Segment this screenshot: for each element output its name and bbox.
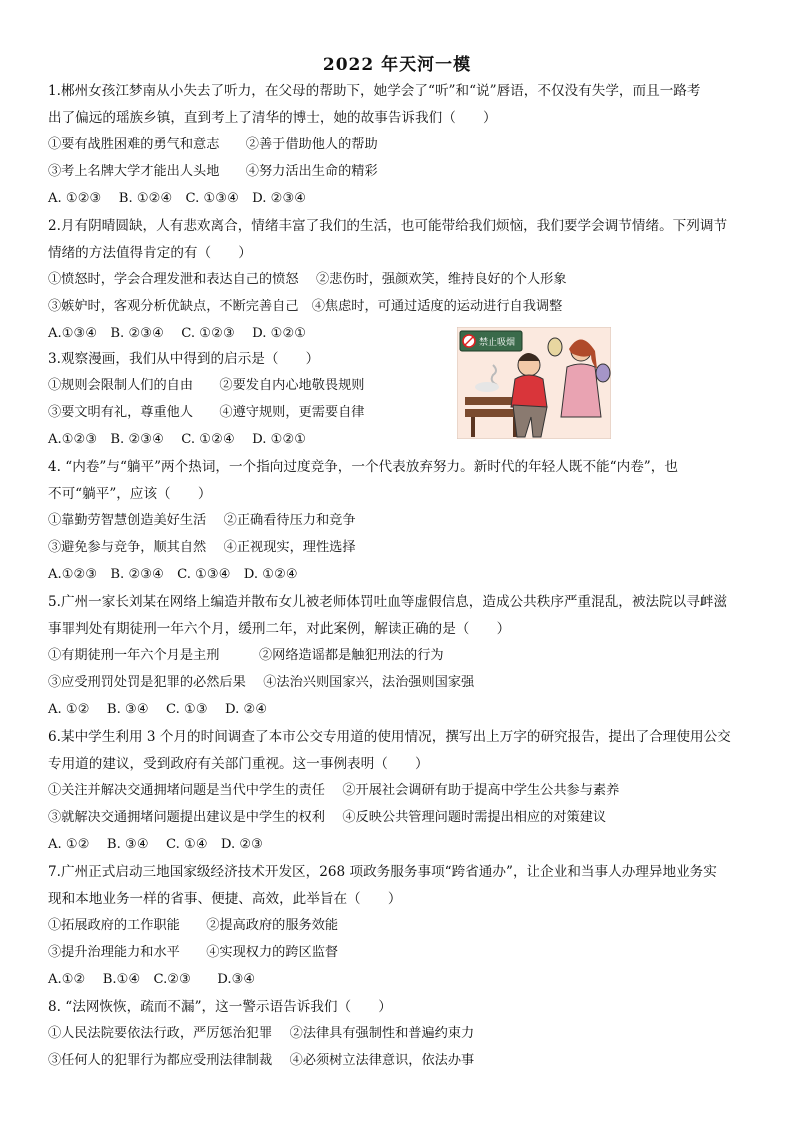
q5-options-3-4: ③应受刑罚处罚是犯罪的必然后果 ④法治兴则国家兴，法治强则国家强 [48,675,475,690]
q7-stem-line-1: 7.广州正式启动三地国家级经济技术开发区，268 项政务服务事项“跨省通办”，让企业和当事人办理异地业务实 [48,864,717,880]
q5-stem-line-2: 事罪判处有期徒刑一年六个月，缓刑二年，对此案例，解读正确的是（ ） [48,621,511,637]
q7-options-3-4: ③提升治理能力和水平 ④实现权力的跨区监督 [48,945,339,960]
q3-options-1-2: ①规则会限制人们的自由 ②要发自内心地敬畏规则 [48,378,365,393]
no-smoking-sign [460,331,522,351]
q1-options-3-4: ③考上名牌大学才能出人头地 ④努力活出生命的精彩 [48,164,378,179]
svg-text:禁止吸烟: 禁止吸烟 [478,338,516,348]
q6-choices: A. ①② B. ③④ C. ①④ D. ②③ [48,837,263,852]
q5-choices: A. ①② B. ③④ C. ①③ D. ②④ [48,702,268,717]
q1-stem-line-2: 出了偏远的瑶族乡镇，直到考上了清华的博士，她的故事告诉我们（ ） [48,110,497,126]
q4-options-3-4: ③避免参与竞争，顺其自然 ④正视现实，理性选择 [48,540,356,555]
q4-options-1-2: ①靠勤劳智慧创造美好生活 ②正确看待压力和竞争 [48,513,356,528]
q7-options-1-2: ①拓展政府的工作职能 ②提高政府的服务效能 [48,918,339,933]
q6-stem-line-2: 专用道的建议，受到政府有关部门重视。这一事例表明（ ） [48,756,429,772]
q6-options-3-4: ③就解决交通拥堵问题提出建议是中学生的权利 ④反映公共管理问题时需提出相应的对策建议 [48,810,607,825]
q8-options-1-2: ①人民法院要依法行政，严厉惩治犯罪 ②法律具有强制性和普遍约束力 [48,1026,475,1041]
q1-stem-line-1: 1.郴州女孩江梦南从小失去了听力，在父母的帮助下，她学会了“听”和“说”唇语，不仅没有失学，而且一路考 [48,83,701,99]
comic-illustration [457,327,611,439]
q6-stem-line-1: 6.某中学生利用 3 个月的时间调查了本市公交专用道的使用情况，撰写出上万字的研究报告，提出了合理使用公交 [48,729,731,745]
q4-choices: A.①②③ B. ②③④ C. ①③④ D. ①②④ [48,567,298,582]
q2-choices: A.①③④ B. ②③④ C. ①②③ D. ①②① [48,326,307,341]
q7-stem-line-2: 现和本地业务一样的省事、便捷、高效，此举旨在（ ） [48,891,402,907]
page-title: 2022 年天河一模 [322,55,472,75]
q4-stem-line-1: 4. “内卷”与“躺平”两个热词，一个指向过度竞争，一个代表放弃努力。新时代的年轻人既不能“内卷”，也 [48,459,678,475]
q2-stem-line-2: 情绪的方法值得肯定的有（ ） [48,245,252,261]
q1-choices: A. ①②③ B. ①②④ C. ①③④ D. ②③④ [48,191,307,206]
q6-options-1-2: ①关注并解决交通拥堵问题是当代中学生的责任 ②开展社会调研有助于提高中学生公共参与素养 [48,783,620,798]
q3-options-3-4: ③要文明有礼，尊重他人 ④遵守规则，更需要自律 [48,405,365,420]
q3-stem: 3.观察漫画，我们从中得到的启示是（ ） [48,351,320,367]
q7-choices: A.①② B.①④ C.②③ D.③④ [48,972,256,987]
q5-options-1-2: ①有期徒刑一年六个月是主刑 ②网络造谣都是触犯刑法的行为 [48,648,444,663]
q3-choices: A.①②③ B. ②③④ C. ①②④ D. ①②① [48,432,307,447]
q4-stem-line-2: 不可“躺平”，应该（ ） [48,486,212,502]
q8-stem: 8. “法网恢恢，疏而不漏”，这一警示语告诉我们（ ） [48,999,392,1015]
q5-stem-line-1: 5.广州一家长刘某在网络上编造并散布女儿被老师体罚吐血等虚假信息，造成公共秩序严重混乱，被法院以寻衅滋 [48,594,728,610]
q8-options-3-4: ③任何人的犯罪行为都应受刑法律制裁 ④必须树立法律意识，依法办事 [48,1053,475,1068]
q1-options-1-2: ①要有战胜困难的勇气和意志 ②善于借助他人的帮助 [48,137,378,152]
q2-stem-line-1: 2.月有阴晴圆缺，人有悲欢离合，情绪丰富了我们的生活，也可能带给我们烦恼，我们要学会调节情绪。下列调节 [48,218,728,234]
q2-options-1-2: ①愤怒时，学会合理发泄和表达自己的愤怒 ②悲伤时，强颜欢笑，维持良好的个人形象 [48,272,567,287]
q2-options-3-4: ③嫉妒时，客观分析优缺点，不断完善自己 ④焦虑时，可通过适度的运动进行自我调整 [48,299,563,314]
